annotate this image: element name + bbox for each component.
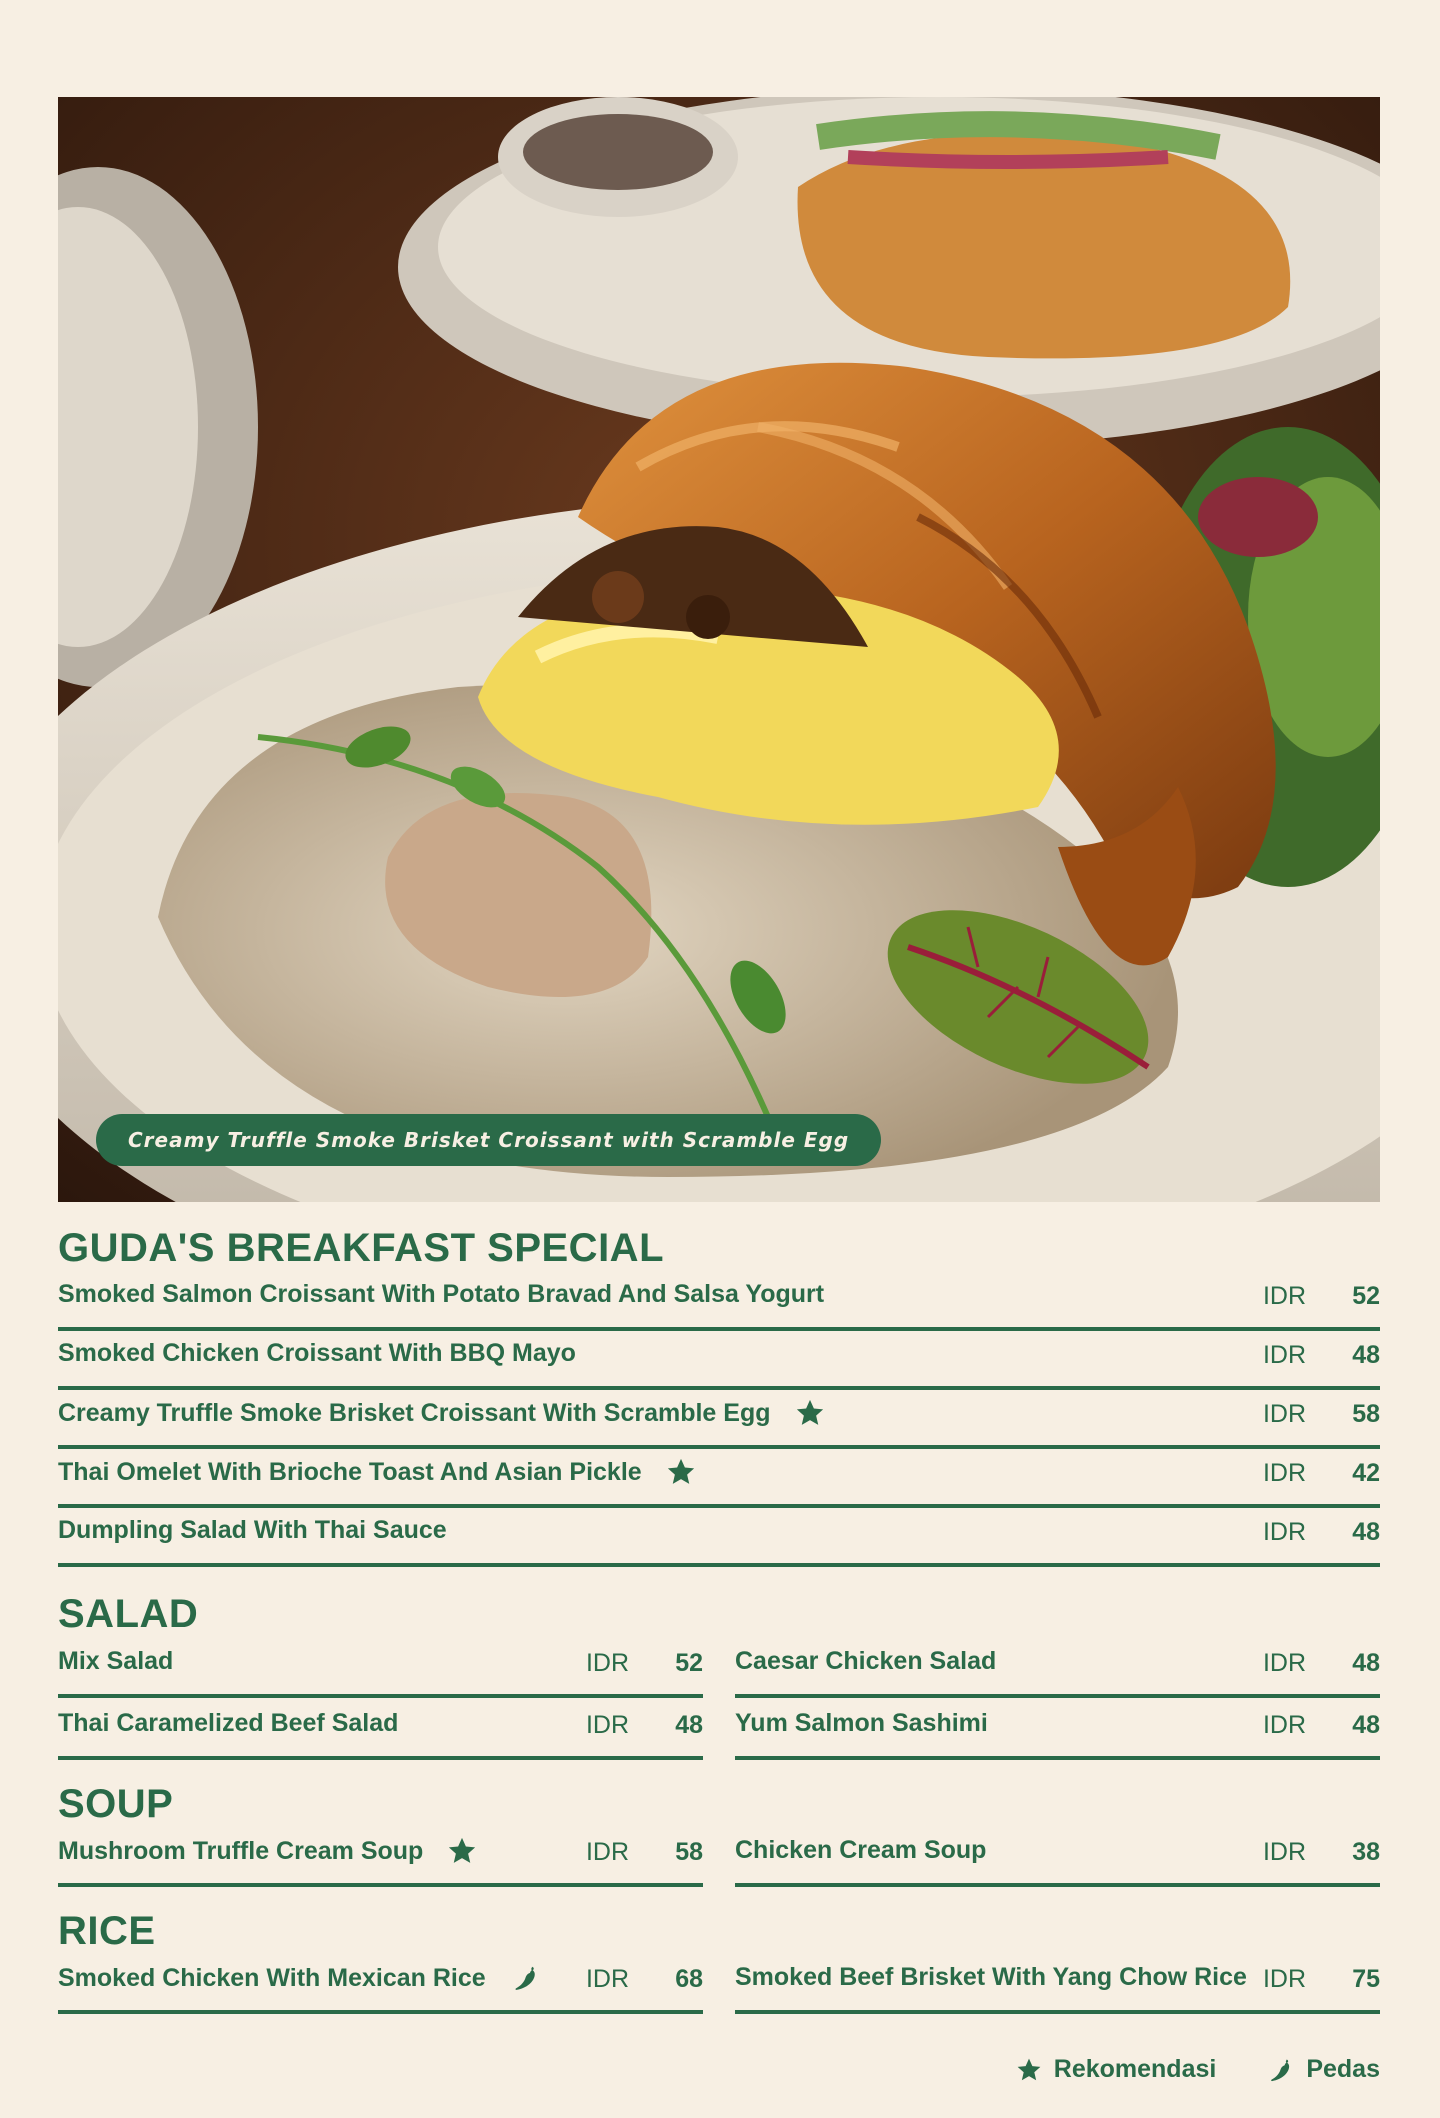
- menu-row: [58, 1955, 703, 2014]
- item-price: 58: [1352, 1400, 1380, 1428]
- item-name: Yum Salmon Sashimi: [735, 1709, 988, 1737]
- legend-recommended-label: Rekomendasi: [1053, 2055, 1217, 2083]
- star-icon: [447, 1836, 477, 1866]
- item-price: 42: [1352, 1459, 1380, 1487]
- currency-label: IDR: [1262, 1400, 1306, 1428]
- currency-label: IDR: [1262, 1282, 1306, 1310]
- item-price: 48: [1352, 1649, 1380, 1677]
- legend-spicy-label: Pedas: [1306, 2055, 1380, 2083]
- item-price: 48: [1352, 1518, 1380, 1546]
- section-title-rice: RICE: [58, 1909, 156, 1953]
- item-price: 48: [1352, 1341, 1380, 1369]
- currency-label: IDR: [585, 1711, 629, 1739]
- star-icon: [1016, 2057, 1042, 2083]
- currency-label: IDR: [1262, 1965, 1306, 1993]
- item-name: Smoked Chicken With Mexican Rice: [58, 1963, 540, 1993]
- menu-row: [58, 1449, 1380, 1508]
- menu-row: [58, 1390, 1380, 1449]
- item-name: Mushroom Truffle Cream Soup: [58, 1836, 477, 1866]
- menu-row: [58, 1331, 1380, 1390]
- menu-row: [735, 1955, 1380, 2014]
- item-name: Mix Salad: [58, 1647, 174, 1675]
- item-name: Smoked Chicken Croissant With BBQ Mayo: [58, 1339, 576, 1367]
- currency-label: IDR: [1262, 1711, 1306, 1739]
- item-price: 52: [1352, 1282, 1380, 1310]
- item-name: Thai Omelet With Brioche Toast And Asian Pickle: [58, 1457, 696, 1487]
- item-price: 68: [675, 1965, 703, 1993]
- currency-label: IDR: [585, 1649, 629, 1677]
- chili-icon: [1266, 2056, 1294, 2084]
- legend: [1016, 2055, 1380, 2084]
- menu-row: [58, 1508, 1380, 1567]
- croissant-dish-illustration: [58, 97, 1380, 1202]
- currency-label: IDR: [1262, 1459, 1306, 1487]
- item-name: Chicken Cream Soup: [735, 1836, 987, 1864]
- menu-row: [735, 1701, 1380, 1760]
- item-name: Creamy Truffle Smoke Brisket Croissant With Scramble Egg: [58, 1398, 825, 1428]
- item-price: 38: [1352, 1838, 1380, 1866]
- menu-row: [58, 1272, 1380, 1331]
- menu-row: [58, 1701, 703, 1760]
- star-icon: [795, 1398, 825, 1428]
- hero-caption: Creamy Truffle Smoke Brisket Croissant with Scramble Egg: [96, 1114, 881, 1166]
- item-name: Caesar Chicken Salad: [735, 1647, 997, 1675]
- item-name: Dumpling Salad With Thai Sauce: [58, 1516, 447, 1544]
- hero-photo: [58, 97, 1380, 1202]
- item-name: Smoked Beef Brisket With Yang Chow Rice: [735, 1963, 1247, 1991]
- item-price: 58: [675, 1838, 703, 1866]
- currency-label: IDR: [585, 1965, 629, 1993]
- currency-label: IDR: [1262, 1838, 1306, 1866]
- legend-recommended: [1016, 2055, 1217, 2084]
- item-price: 75: [1352, 1965, 1380, 1993]
- menu-row: [735, 1828, 1380, 1887]
- chili-icon: [510, 1963, 540, 1993]
- item-price: 52: [675, 1649, 703, 1677]
- item-name: Thai Caramelized Beef Salad: [58, 1709, 399, 1737]
- currency-label: IDR: [1262, 1341, 1306, 1369]
- menu-row: [58, 1639, 703, 1698]
- currency-label: IDR: [1262, 1649, 1306, 1677]
- item-price: 48: [1352, 1711, 1380, 1739]
- currency-label: IDR: [585, 1838, 629, 1866]
- legend-spicy: [1266, 2055, 1380, 2084]
- section-title-breakfast: GUDA'S BREAKFAST SPECIAL: [58, 1226, 665, 1270]
- item-name: Smoked Salmon Croissant With Potato Bravad And Salsa Yogurt: [58, 1280, 825, 1308]
- menu-row: [735, 1639, 1380, 1698]
- currency-label: IDR: [1262, 1518, 1306, 1546]
- star-icon: [666, 1457, 696, 1487]
- menu-row: [58, 1828, 703, 1887]
- section-title-salad: SALAD: [58, 1592, 199, 1636]
- section-title-soup: SOUP: [58, 1782, 174, 1826]
- item-price: 48: [675, 1711, 703, 1739]
